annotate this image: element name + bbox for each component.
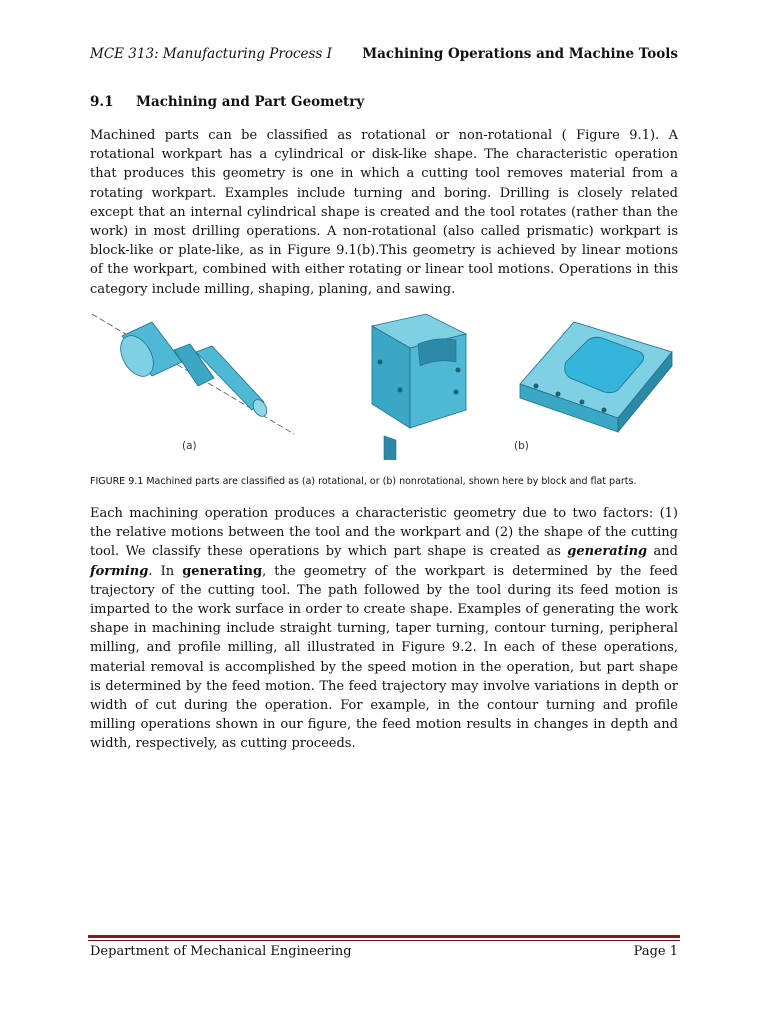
block-part-illustration xyxy=(372,314,466,460)
footer-rule-thin xyxy=(88,940,680,941)
figure-9-1 xyxy=(88,300,680,460)
paragraph-generating xyxy=(90,504,678,754)
footer-rule xyxy=(88,935,680,938)
rotational-part-illustration xyxy=(92,314,294,434)
figure-label-b: (b) xyxy=(514,440,529,452)
header-course: MCE 313: Manufacturing Process I xyxy=(90,46,332,62)
header-chapter: Machining Operations and Machine Tools xyxy=(362,46,678,62)
figure-label-a: (a) xyxy=(182,440,197,452)
paragraph-intro: Machined parts can be classified as rotational or non-rotational ( Figure 9.1). A rotational workpart has a cylindrical or disk-like shape. The characteristic operation that produces this geometry is one in which a cutting tool removes material from a rotating workpart. Examples include turning and boring. Drilling is closely related except that an internal cylindrical shape is created and the tool rotates (rather than the work) in most drilling operations. A non-rotational (also called prismatic) workpart is block-like or plate-like, as in Figure 9.1(b).This geometry is achieved by linear motions of the workpart, combined with either rotating or linear tool motions. Operations in this category include milling, shaping, planing, and sawing. xyxy=(90,128,678,297)
paragraph-text: Each machining operation produces a characteristic geometry due to two factors: (1) the relative motions between the tool and the workpart and (2) the shape of the cutting tool. We classify these operations by which part shape is created as xyxy=(90,506,678,560)
paragraph-text: , the geometry of the workpart is determined by the feed trajectory of the cutting tool. The path followed by the tool during its feed motion is imparted to the work surface in order to create shape. Examples of generating the work shape in machining include straight turning, taper turning, contour turning, peripheral milling, and profile milling, all illustrated in Figure 9.2. In each of these operations, material removal is accomplished by the speed motion in the operation, but part shape is determined by the feed motion. The feed trajectory may involve variations in depth or width of cut during the operation. For example, in the contour turning and profile milling operations shown in our figure, the feed motion results in changes in depth and width, respectively, as cutting proceeds. xyxy=(90,563,679,752)
figure-illustration xyxy=(88,300,680,460)
section-title: Machining and Part Geometry xyxy=(136,94,365,110)
footer-page-number: Page 1 xyxy=(633,944,678,959)
section-number: 9.1 xyxy=(90,94,114,110)
section-heading xyxy=(90,94,364,110)
paragraph-text: and xyxy=(647,544,678,560)
term-forming: forming xyxy=(90,563,149,579)
footer-department: Department of Mechanical Engineering xyxy=(90,944,352,959)
paragraph-text: . In xyxy=(148,563,183,579)
term-generating: generating xyxy=(567,544,648,560)
plate-part-illustration xyxy=(520,322,672,432)
figure-caption: FIGURE 9.1 Machined parts are classified as (a) rotational, or (b) nonrotational, shown here by block and flat parts. xyxy=(90,476,637,487)
term-generating-bold: generating xyxy=(182,563,263,579)
